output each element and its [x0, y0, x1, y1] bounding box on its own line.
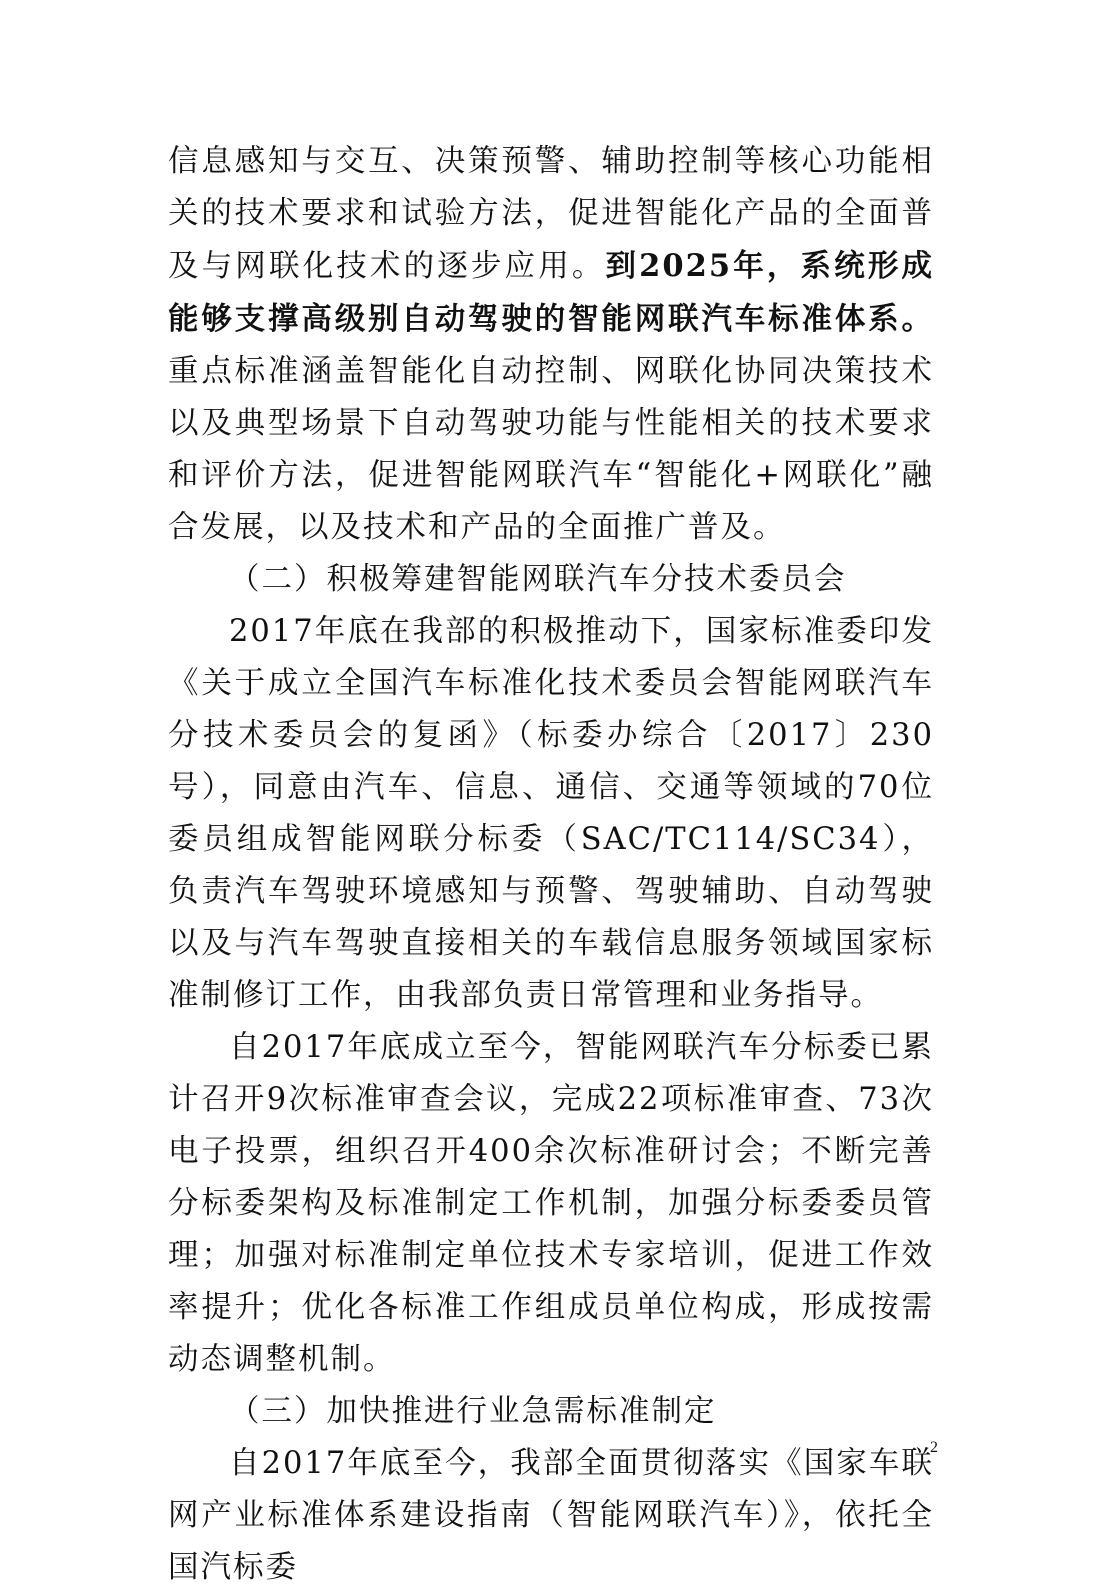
section-heading: （二）积极筹建智能网联汽车分技术委员会	[229, 562, 847, 597]
section-heading: （三）加快推进行业急需标准制定	[229, 1394, 717, 1429]
paragraph-text: 信息感知与交互、决策预警、辅助控制等核心功能相关的技术要求和试验方法，促进智能化产品的全面普及与网联化技术的逐步应用。	[168, 144, 934, 284]
paragraph-continued	[168, 136, 934, 554]
paragraph: 自2017年底至今，我部全面贯彻落实《国家车联网产业标准体系建设指南（智能网联汽车）》，依托全国汽标委	[168, 1446, 934, 1585]
bold-goal-text: 到2025年，系统形成能够支撑高级别自动驾驶的智能网联汽车标准体系。	[168, 248, 935, 337]
paragraph-text: 重点标准涵盖智能化自动控制、网联化协同决策技术以及典型场景下自动驾驶功能与性能相关的技术要求和评价方法，促进智能网联汽车“智能化+网联化”融合发展，以及技术和产品的全面推广普及。	[168, 354, 934, 545]
paragraph: 2017年底在我部的积极推动下，国家标准委印发《关于成立全国汽车标准化技术委员会智能网联汽车分技术委员会的复函》（标委办综合〔2017〕230号），同意由汽车、信息、通信、交通等领域的70位委员组成智能网联分标委（SAC/TC114/SC34），负责汽车驾驶环境感知与预警、驾驶辅助、自动驾驶以及与汽车驾驶直接相关的车载信息服务领域国家标准制修订工作，由我部负责日常管理和业务指导。	[168, 614, 934, 1013]
paragraph: 自2017年底成立至今，智能网联汽车分标委已累计召开9次标准审查会议，完成22项标准审查、73次电子投票，组织召开400余次标准研讨会；不断完善分标委架构及标准制定工作机制，加强分标委委员管理；加强对标准制定单位技术专家培训，促进工作效率提升；优化各标准工作组成员单位构成，形成按需动态调整机制。	[168, 1030, 934, 1377]
page-number: 2	[930, 1439, 938, 1456]
document-body	[168, 136, 934, 1594]
